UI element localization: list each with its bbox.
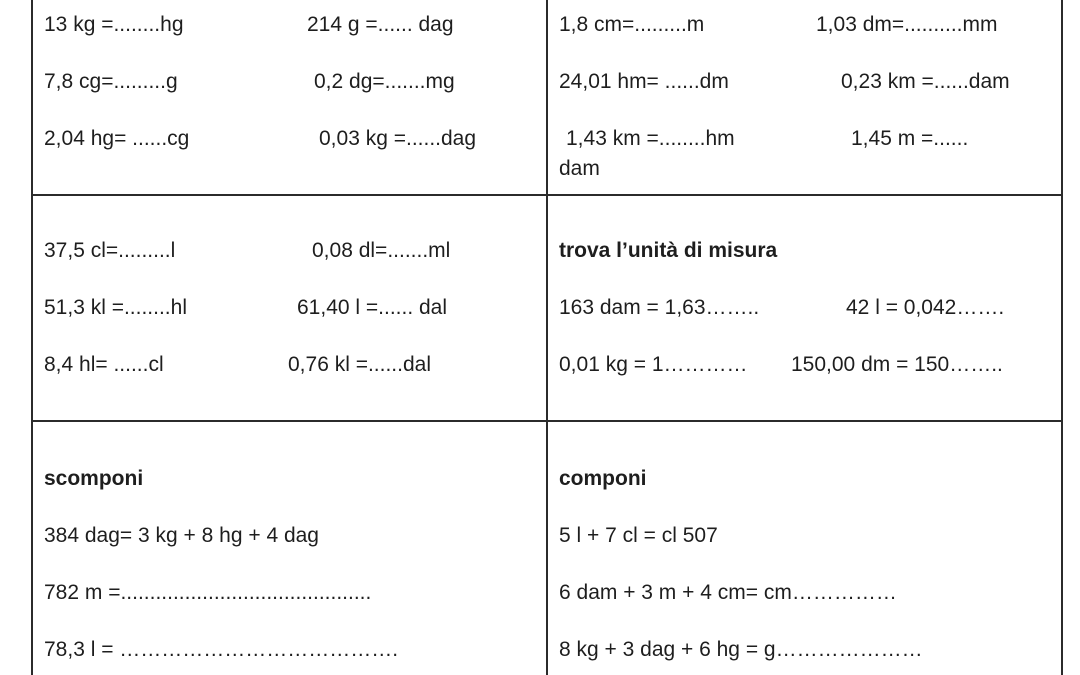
exercise-item: 42 l = 0,042……. <box>846 296 1005 319</box>
exercise-item: 6 dam + 3 m + 4 cm= cm…………… <box>559 581 897 604</box>
exercise-item: 0,2 dg=.......mg <box>314 70 455 93</box>
section-title: trova l’unità di misura <box>559 239 778 262</box>
exercise-item-wrap: dam <box>559 157 600 180</box>
exercise-item: 8 kg + 3 dag + 6 hg = g………………… <box>559 638 923 661</box>
exercise-item: 37,5 cl=.........l <box>44 239 176 262</box>
exercise-item: 0,03 kg =......dag <box>319 127 477 150</box>
exercise-item: 13 kg =........hg <box>44 13 184 36</box>
exercise-item: 2,04 hg= ......cg <box>44 127 190 150</box>
exercise-item: 1,45 m =...... <box>851 127 969 150</box>
exercise-item: 8,4 hl= ......cl <box>44 353 164 376</box>
exercise-item: 61,40 l =...... dal <box>297 296 448 319</box>
exercise-item: 1,03 dm=..........mm <box>816 13 998 36</box>
exercise-item: 1,8 cm=.........m <box>559 13 705 36</box>
exercise-item: 150,00 dm = 150…….. <box>791 353 1003 376</box>
exercise-item: 0,76 kl =......dal <box>288 353 432 376</box>
table-row-divider-2 <box>31 420 1063 422</box>
exercise-item: 5 l + 7 cl = cl 507 <box>559 524 718 547</box>
table-border-left <box>31 0 33 675</box>
exercise-item: 782 m =........................................... <box>44 581 372 604</box>
exercise-item: 0,08 dl=.......ml <box>312 239 451 262</box>
section-title: scomponi <box>44 467 144 490</box>
exercise-item: 0,01 kg = 1………… <box>559 353 748 376</box>
exercise-item: 7,8 cg=.........g <box>44 70 178 93</box>
table-border-middle <box>546 0 548 675</box>
exercise-item: 384 dag= 3 kg + 8 hg + 4 dag <box>44 524 319 547</box>
exercise-item: 78,3 l = …………………………………. <box>44 638 399 661</box>
exercise-item: 0,23 km =......dam <box>841 70 1010 93</box>
exercise-item: 214 g =...... dag <box>307 13 454 36</box>
section-title: componi <box>559 467 647 490</box>
table-border-right <box>1061 0 1063 675</box>
exercise-item: 51,3 kl =........hl <box>44 296 187 319</box>
exercise-item: 1,43 km =........hm <box>566 127 735 150</box>
table-row-divider-1 <box>31 194 1063 196</box>
exercise-item: 163 dam = 1,63…….. <box>559 296 760 319</box>
exercise-item: 24,01 hm= ......dm <box>559 70 729 93</box>
